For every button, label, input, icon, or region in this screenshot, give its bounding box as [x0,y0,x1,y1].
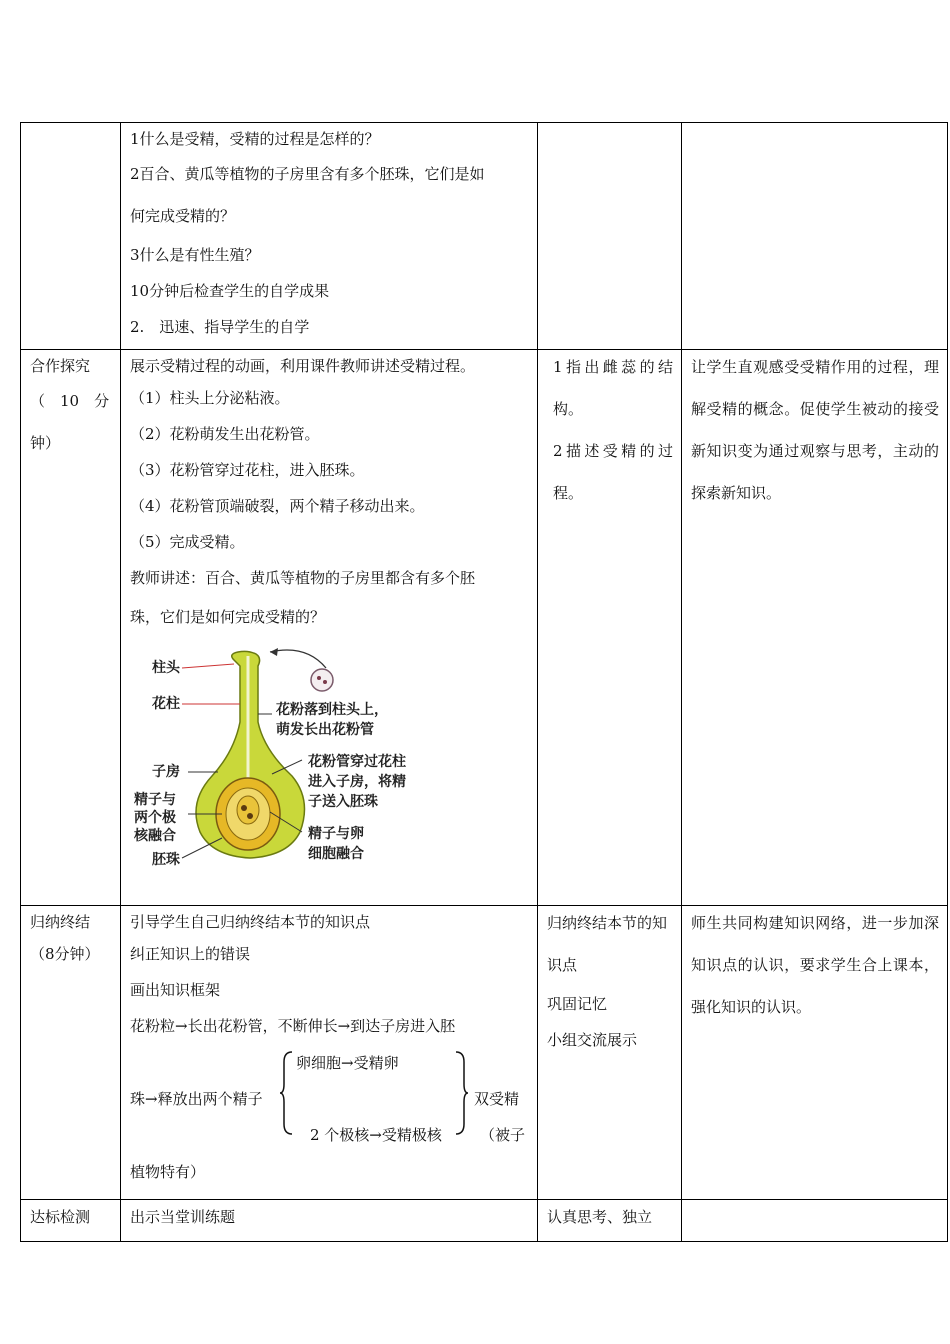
step-4: （4）花粉管顶端破裂，两个精子移动出来。 [130,497,425,515]
pistil-illustration [130,642,430,870]
pollen-grain [311,669,333,691]
sperm-polar-label: 两个极 [134,810,176,826]
student-memorize: 巩固记忆 [547,995,608,1013]
style-label: 花柱 [152,696,180,712]
table-row [21,123,948,350]
fertilization-diagram [130,638,529,872]
student-activity-cell [538,123,682,350]
stage-name: 合作探究 [30,357,91,375]
design-intent-cell [682,350,948,906]
double-fertilization-flow [130,1044,529,1154]
student-summary: 归纳终结本节的知识点 [547,914,668,974]
flow-start: 花粉粒→长出花粉管，不断伸长→到达子房进入胚 [130,1017,456,1035]
design-intent-cell [682,906,948,1200]
design-intent-cell [682,1200,948,1242]
stigma-label: 柱头 [152,660,180,676]
caption-enter: 进入子房，将精 [308,774,406,790]
student-activity-cell [538,350,682,906]
teacher-explanation-cont: 珠，它们是如何完成受精的？ [130,608,326,626]
teacher-activity-cell [121,906,538,1200]
ovary-label: 子房 [152,764,180,780]
design-intent-text: 让学生直观感受受精作用的过程，理解受精的概念。促使学生被动的接受新知识变为通过观察与思考，主动的探索新知识。 [691,358,939,502]
summary-guide: 引导学生自己归纳终结本节的知识点 [130,913,371,931]
student-think: 认真思考、独立 [547,1208,653,1226]
caption-land: 萌发长出花粉管 [276,722,374,738]
caption-fuse: 细胞融合 [308,846,364,862]
flow-note: （被子 [480,1126,526,1144]
practice-task: 出示当堂训练题 [130,1208,236,1226]
caption-enter: 子送入胚珠 [308,794,378,810]
step-1: （1）柱头上分泌粘液。 [130,389,290,407]
teacher-explanation: 教师讲述：百合、黄瓜等植物的子房里都含有多个胚 [130,569,476,587]
check-results: 10分钟后检查学生的自学成果 [130,282,330,300]
left-brace-icon [280,1050,294,1136]
stage-name: 归纳终结 [30,913,91,931]
flow-lower: 2 个极核→受精极核 [310,1126,442,1144]
student-activity-cell [538,906,682,1200]
step-3: （3）花粉管穿过花柱，进入胚珠。 [130,461,365,479]
teacher-activity-cell [121,123,538,350]
caption-land: 花粉落到柱头上， [276,702,388,718]
teacher-activity-cell [121,350,538,906]
flow-note-end: 植物特有） [130,1163,206,1181]
table-row [21,1200,948,1242]
ovule-label: 胚珠 [152,852,180,868]
sperm-polar-label: 核融合 [134,828,176,844]
animation-intro: 展示受精过程的动画，利用课件教师讲述受精过程。 [130,357,476,375]
question-2: 2百合、黄瓜等植物的子房里含有多个胚珠，它们是如 [130,165,485,183]
pollen-arrow [270,650,326,668]
table-row [21,350,948,906]
question-1: 1什么是受精，受精的过程是怎样的？ [130,130,380,148]
question-2-cont: 何完成受精的？ [130,207,236,225]
stage-cell [21,350,121,906]
design-intent-text: 师生共同构建知识网络，进一步加深知识点的认识，要求学生合上课本，强化知识的认识。 [691,914,939,1016]
student-task-1: 1指出雌蕊的结构。 [553,358,673,418]
guide-self-study: 2. 迅速、指导学生的自学 [130,318,310,336]
sperm-polar-label: 精子与 [134,792,176,808]
correct-errors: 纠正知识上的错误 [130,945,251,963]
stage-cell [21,906,121,1200]
student-task-2: 2描述受精的过程。 [553,442,673,502]
stage-time: （ 10 分 [30,392,110,410]
flow-lead: 珠→释放出两个精子 [130,1090,263,1108]
right-brace-icon [454,1050,468,1136]
stage-time-cont: 钟） [30,434,61,452]
student-activity-cell [538,1200,682,1242]
caption-fuse: 精子与卵 [308,826,364,842]
flow-result: 双受精 [474,1090,520,1108]
stage-name: 达标检测 [30,1208,91,1226]
student-share: 小组交流展示 [547,1031,638,1049]
stage-cell [21,123,121,350]
design-intent-cell [682,123,948,350]
flow-upper: 卵细胞→受精卵 [296,1054,399,1072]
stage-cell [21,1200,121,1242]
question-3: 3什么是有性生殖？ [130,246,260,264]
table-row [21,906,948,1200]
stage-time: （8分钟） [30,945,100,963]
step-5: （5）完成受精。 [130,533,245,551]
teacher-activity-cell [121,1200,538,1242]
step-2: （2）花粉萌发生出花粉管。 [130,425,320,443]
draw-framework: 画出知识框架 [130,981,221,999]
lesson-plan-table [20,122,948,1242]
caption-enter: 花粉管穿过花柱 [308,754,406,770]
